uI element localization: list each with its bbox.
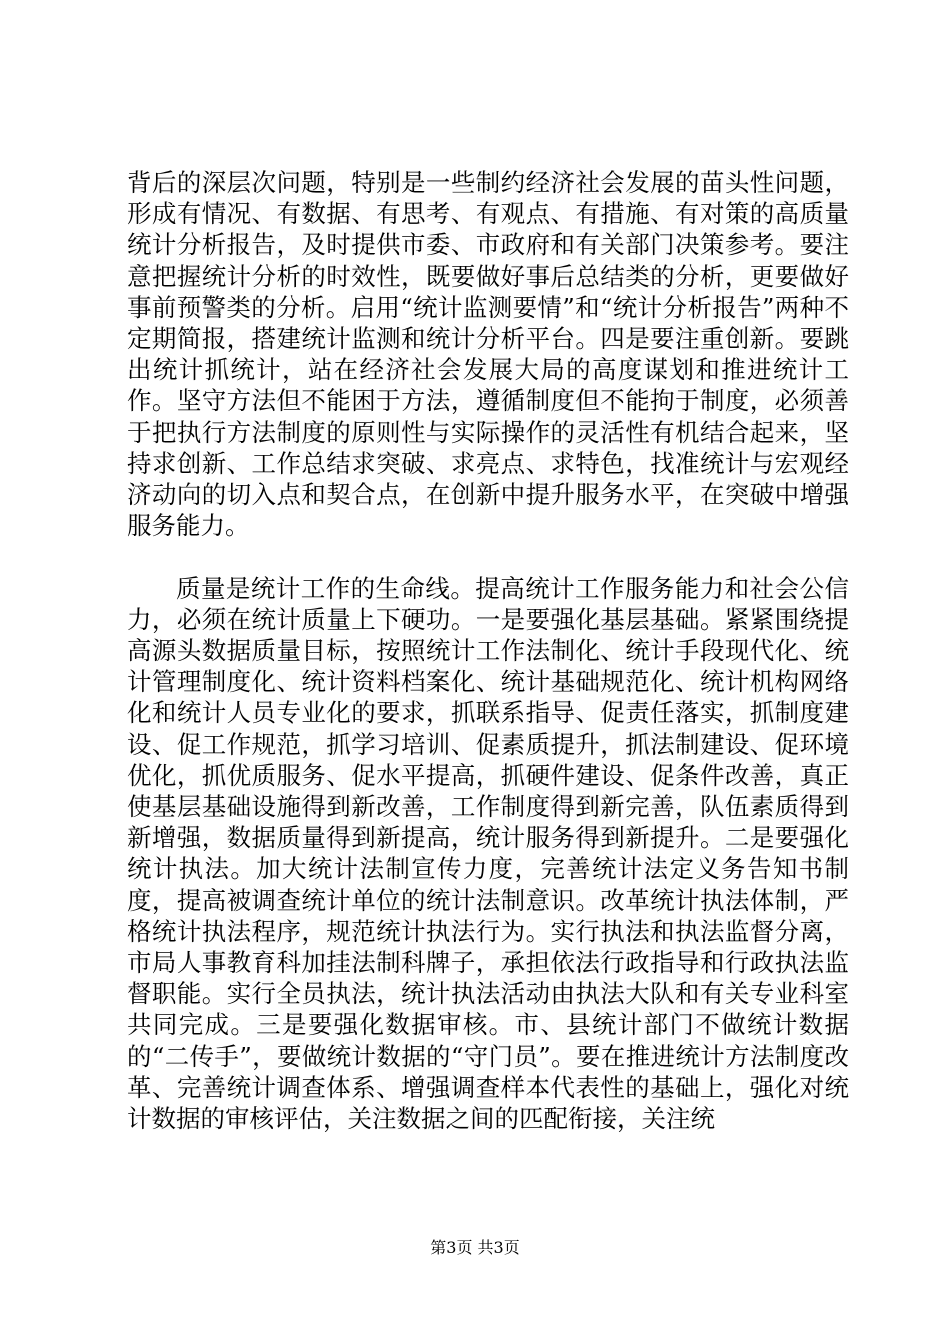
page-footer: 第3页 共3页 — [430, 1238, 520, 1257]
paragraph-2: 质量是统计工作的生命线。提高统计工作服务能力和社会公信力，必须在统计质量上下硬功。一是要强化基层基础。紧紧围绕提高源头数据质量目标，按照统计工作法制化、统计手段现代化、统计管理制度化、统计资料档案化、统计基础规范化、统计机构网络化和统计人员专业化的要求，抓联系指导、促责任落实，抓制度建设、促工作规范，抓学习培训、促素质提升，抓法制建设、促环境优化，抓优质服务、促水平提高，抓硬件建设、促条件改善，真正使基层基础设施得到新改善，工作制度得到新完善，队伍素质得到新增强，数据质量得到新提高，统计服务得到新提升。二是要强化统计执法。加大统计法制宣传力度，完善统计法定义务告知书制度，提高被调查统计单位的统计法制意识。改革统计执法体制，严格统计执法程序，规范统计执法行为。实行执法和执法监督分离，市局人事教育科加挂法制科牌子，承担依法行政指导和行政执法监督职能。实行全员执法，统计执法活动由执法大队和有关专业科室共同完成。三是要强化数据审核。市、县统计部门不做统计数据的“二传手”，要做统计数据的“守门员”。要在推进统计方法制度改革、完善统计调查体系、增强调查样本代表性的基础上，强化对统计数据的审核评估，关注数据之间的匹配衔接，关注统 — [127, 573, 849, 1134]
paragraph-1: 背后的深层次问题，特别是一些制约经济社会发展的苗头性问题，形成有情况、有数据、有思考、有观点、有措施、有对策的高质量统计分析报告，及时提供市委、市政府和有关部门决策参考。要注意把握统计分析的时效性，既要做好事后总结类的分析，更要做好事前预警类的分析。启用“统计监测要情”和“统计分析报告”两种不定期简报，搭建统计监测和统计分析平台。四是要注重创新。要跳出统计抓统计，站在经济社会发展大局的高度谋划和推进统计工作。坚守方法但不能困于方法，遵循制度但不能拘于制度，必须善于把执行方法制度的原则性与实际操作的灵活性有机结合起来，坚持求创新、工作总结求突破、求亮点、求特色，找准统计与宏观经济动向的切入点和契合点，在创新中提升服务水平，在突破中增强服务能力。 — [127, 168, 849, 541]
body-text — [127, 167, 849, 1134]
